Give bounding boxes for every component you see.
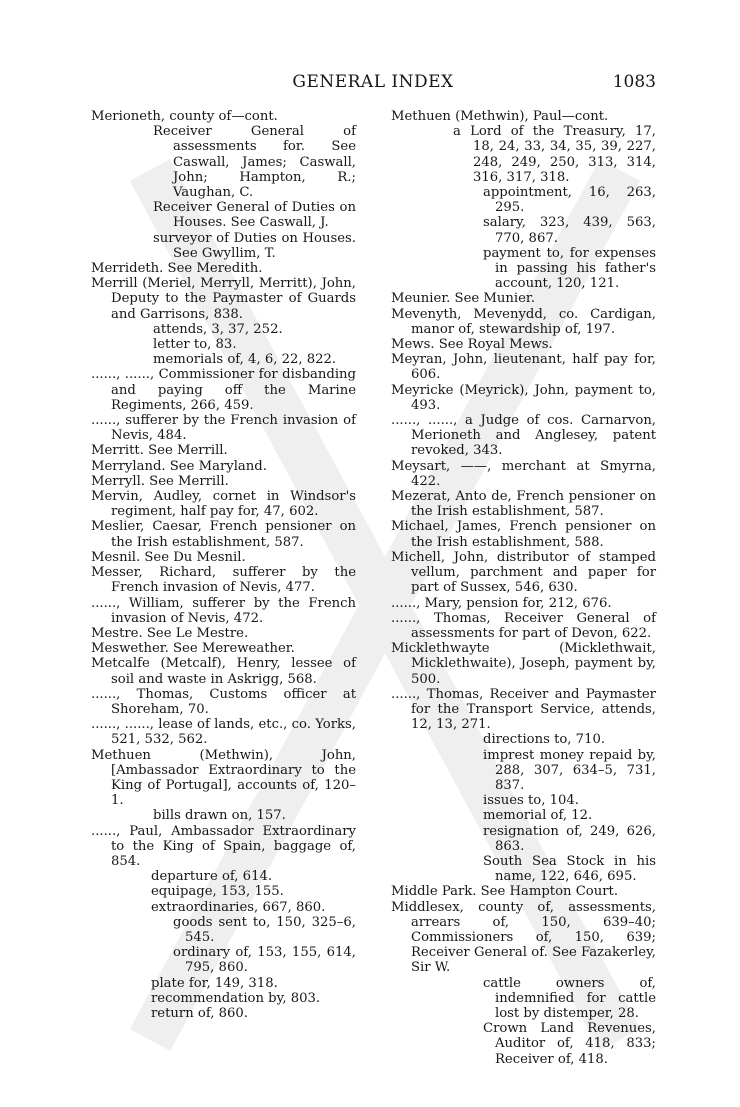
index-entry: attends, 3, 37, 252. <box>153 321 283 337</box>
index-entry: a Lord of the Treasury, 17, 18, 24, 33, 34, 35, 39, 227, 248, 249, 250, 313, 314, 316, 317, 318. <box>453 124 656 185</box>
index-entry: Messer, Richard, sufferer by the French invasion of Nevis, 477. <box>91 565 356 596</box>
index-entry: equipage, 153, 155. <box>151 884 284 900</box>
index-entry: Merryland. See Maryland. <box>91 458 267 474</box>
index-entry: goods sent to, 150, 325–6, 545. <box>173 914 356 945</box>
index-entry: ordinary of, 153, 155, 614, 795, 860. <box>173 945 356 976</box>
index-entry: Metcalfe (Metcalf), Henry, lessee of soil and waste in Askrigg, 568. <box>91 656 356 687</box>
index-entry: Merioneth, county of—cont. <box>91 109 278 124</box>
index-entry: Meslier, Caesar, French pensioner on the Irish establishment, 587. <box>91 519 356 550</box>
index-entry: ......, Thomas, Receiver and Paymaster for the Transport Service, attends, 12, 13, 271. <box>391 686 656 733</box>
index-entry: Merritt. See Merrill. <box>91 443 228 459</box>
index-entry: Meysart, ——, merchant at Smyrna, 422. <box>391 458 656 489</box>
index-entry: ......, ......, a Judge of cos. Carnarvon, Merioneth and Anglesey, patent revoked, 343. <box>391 413 656 459</box>
index-entry: extraordinaries, 667, 860. <box>151 899 326 915</box>
index-entry: Middlesex, county of, assessments, arrears of, 150, 639–40; Commissioners of, 150, 639; Receiver General of. See Fazakerley, Sir W. <box>391 899 656 976</box>
index-entry: plate for, 149, 318. <box>151 975 278 991</box>
index-entry: payment to, for expenses in passing his father's account, 120, 121. <box>483 245 656 292</box>
index-entry: Methuen (Methwin), Paul—cont. <box>391 109 609 124</box>
index-entry: Micklethwayte (Micklethwait, Micklethwaite), Joseph, payment by, 500. <box>391 641 656 687</box>
index-entry: return of, 860. <box>151 1005 248 1021</box>
index-entry: ......, Thomas, Customs officer at Shoreham, 70. <box>91 686 356 717</box>
index-column-left <box>91 109 356 1021</box>
index-entry: Meswether. See Mereweather. <box>91 641 295 657</box>
index-entry: Mestre. See Le Mestre. <box>91 625 249 641</box>
index-entry: bills drawn on, 157. <box>153 808 286 824</box>
index-entry: Receiver General of Duties on Houses. See Caswall, J. <box>153 200 356 231</box>
index-entry: ......, Mary, pension for, 212, 676. <box>391 595 612 611</box>
index-entry: Middle Park. See Hampton Court. <box>391 884 619 900</box>
index-entry: Merrill (Meriel, Merryll, Merritt), John, Deputy to the Paymaster of Guards and Garrisons, 838. <box>91 276 356 322</box>
index-entry: Mevenyth, Mevenydd, co. Cardigan, manor of, stewardship of, 197. <box>391 306 656 337</box>
index-column-right <box>391 109 656 1067</box>
index-entry: Methuen (Methwin), John, [Ambassador Extraordinary to the King of Portugal], accounts of, 120–1. <box>91 747 356 809</box>
index-entry: Michael, James, French pensioner on the Irish establishment, 588. <box>391 519 656 550</box>
index-entry: ......, Thomas, Receiver General of assessments for part of Devon, 622. <box>391 610 656 641</box>
index-entry: letter to, 83. <box>153 337 237 353</box>
index-entry: resignation of, 249, 626, 863. <box>483 823 656 854</box>
index-entry: Mews. See Royal Mews. <box>391 337 553 353</box>
index-entry: Mezerat, Anto de, French pensioner on the Irish establishment, 587. <box>391 489 656 520</box>
index-entry: Crown Land Revenues, Auditor of, 418, 833; Receiver of, 418. <box>483 1021 656 1067</box>
index-entry: cattle owners of, indemnified for cattle lost by distemper, 28. <box>483 975 656 1021</box>
index-entry: Meunier. See Munier. <box>391 291 535 307</box>
index-entry: appointment, 16, 263, 295. <box>483 185 656 216</box>
index-entry: ......, ......, lease of lands, etc., co. Yorks, 521, 532, 562. <box>91 717 356 748</box>
page-header <box>90 72 656 96</box>
index-entry: Merrideth. See Meredith. <box>91 261 263 277</box>
index-entry: Mesnil. See Du Mesnil. <box>91 549 246 565</box>
index-entry: Meyricke (Meyrick), John, payment to, 493. <box>391 382 656 413</box>
index-entry: memorials of, 4, 6, 22, 822. <box>153 352 337 368</box>
index-entry: Mervin, Audley, cornet in Windsor's regiment, half pay for, 47, 602. <box>91 489 356 520</box>
index-entry: recommendation by, 803. <box>151 990 321 1006</box>
index-entry: issues to, 104. <box>483 793 579 809</box>
page-number: 1083 <box>612 72 656 92</box>
index-entry: memorial of, 12. <box>483 808 593 824</box>
index-entry: Merryll. See Merrill. <box>91 473 229 489</box>
index-entry: Meyran, John, lieutenant, half pay for, 606. <box>391 352 656 383</box>
index-entry: Michell, John, distributor of stamped vellum, parchment and paper for part of Sussex, 546, 630. <box>391 549 656 596</box>
index-entry: directions to, 710. <box>483 732 606 748</box>
index-entry: South Sea Stock in his name, 122, 646, 695. <box>483 853 656 885</box>
index-entry: surveyor of Duties on Houses. See Gwyllim, T. <box>153 230 356 261</box>
index-entry: Receiver General of assessments for. See Caswall, James; Caswall, John; Hampton, R.; Vaughan, C. <box>153 124 356 201</box>
index-entry: imprest money repaid by, 288, 307, 634–5, 731, 837. <box>483 747 656 793</box>
index-entry: ......, William, sufferer by the French invasion of Nevis, 472. <box>91 595 356 626</box>
index-entry: ......, sufferer by the French invasion of Nevis, 484. <box>91 413 356 444</box>
running-title: GENERAL INDEX <box>292 72 454 92</box>
index-entry: ......, Paul, Ambassador Extraordinary to the King of Spain, baggage of, 854. <box>91 823 356 869</box>
index-entry: departure of, 614. <box>151 869 273 885</box>
index-entry: ......, ......, Commissioner for disbanding and paying off the Marine Regiments, 266, 459. <box>91 367 356 413</box>
index-entry: salary, 323, 439, 563, 770, 867. <box>483 215 656 246</box>
